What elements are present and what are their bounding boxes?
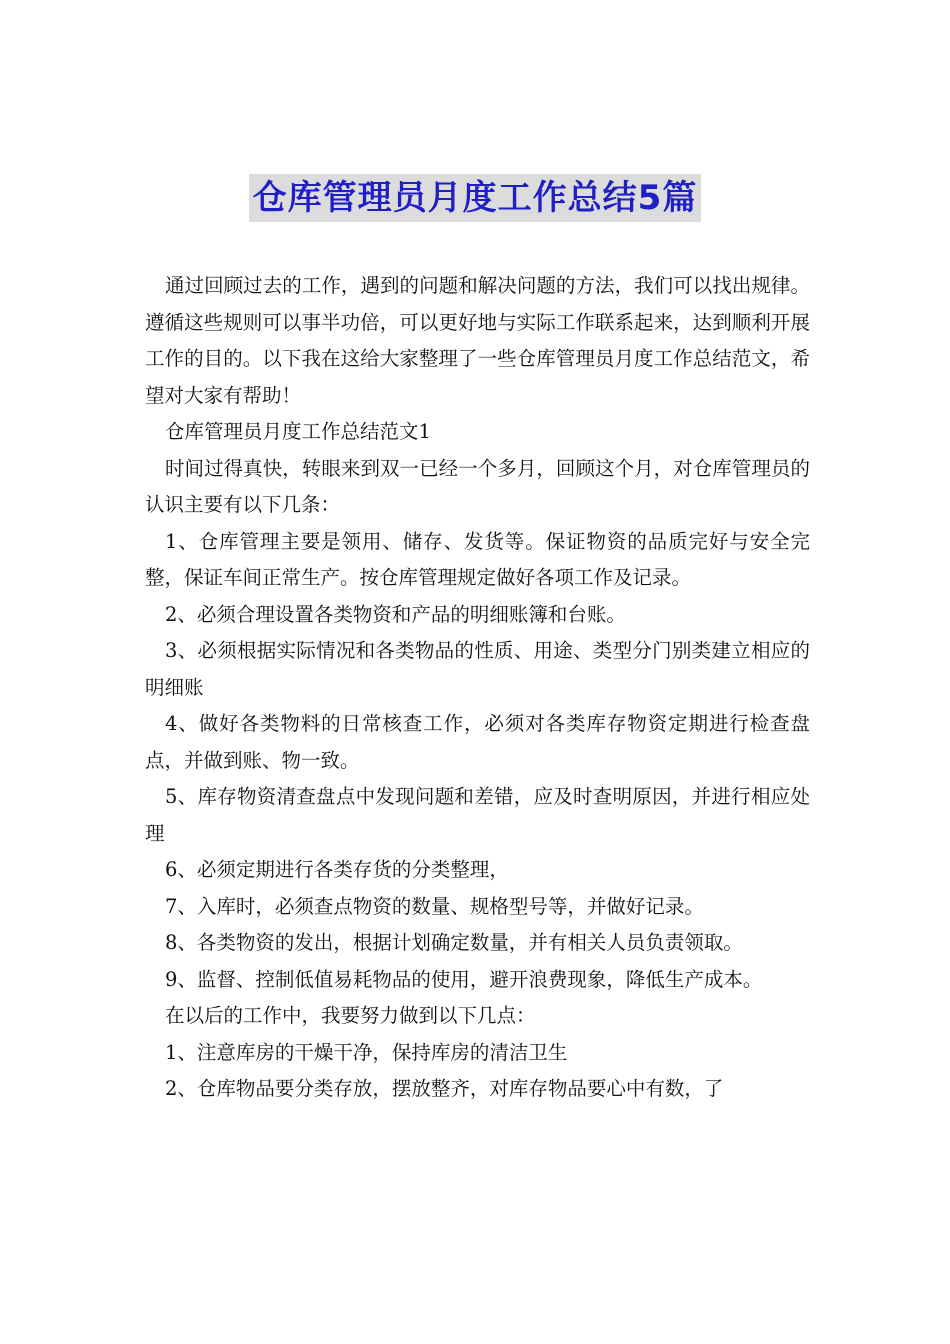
list-item: 8、各类物资的发出，根据计划确定数量，并有相关人员负责领取。 xyxy=(165,931,743,954)
list-item: 3、必须根据实际情况和各类物品的性质、用途、类型分门别类建立相应的明细账 xyxy=(145,639,810,699)
list-item: 2、仓库物品要分类存放，摆放整齐，对库存物品要心中有数，了 xyxy=(165,1077,724,1100)
list-item: 7、入库时，必须查点物资的数量、规格型号等，并做好记录。 xyxy=(165,894,704,918)
list-item: 1、注意库房的干燥干净，保持库房的清洁卫生 xyxy=(165,1040,568,1064)
section-heading: 仓库管理员月度工作总结范文1 xyxy=(165,420,431,443)
document-title: 仓库管理员月度工作总结5篇 xyxy=(249,174,702,222)
intro-paragraph: 通过回顾过去的工作，遇到的问题和解决问题的方法，我们可以找出规律。遵循这些规则可以事半功倍，可以更好地与实际工作联系起来，达到顺利开展工作的目的。以下我在这给大家整理了一些仓库管理员月度工作总结范文，希望对大家有帮助！ xyxy=(145,274,810,407)
list-item: 4、做好各类物料的日常核查工作，必须对各类库存物资定期进行检查盘点，并做到账、物一致。 xyxy=(145,712,810,772)
paragraph: 时间过得真快，转眼来到双一已经一个多月，回顾这个月，对仓库管理员的认识主要有以下几条： xyxy=(145,456,810,516)
list-item: 1、仓库管理主要是领用、储存、发货等。保证物资的品质完好与安全完整，保证车间正常生产。按仓库管理规定做好各项工作及记录。 xyxy=(145,529,810,589)
list-item: 5、库存物资清查盘点中发现问题和差错，应及时查明原因，并进行相应处理 xyxy=(145,785,810,845)
document-body xyxy=(145,268,810,1108)
list-item: 6、必须定期进行各类存货的分类整理， xyxy=(165,858,509,881)
paragraph: 在以后的工作中，我要努力做到以下几点： xyxy=(165,1004,536,1027)
list-item: 9、监督、控制低值易耗物品的使用，避开浪费现象，降低生产成本。 xyxy=(165,967,763,991)
title-container xyxy=(0,174,950,222)
list-item: 2、必须合理设置各类物资和产品的明细账簿和台账。 xyxy=(165,602,626,626)
